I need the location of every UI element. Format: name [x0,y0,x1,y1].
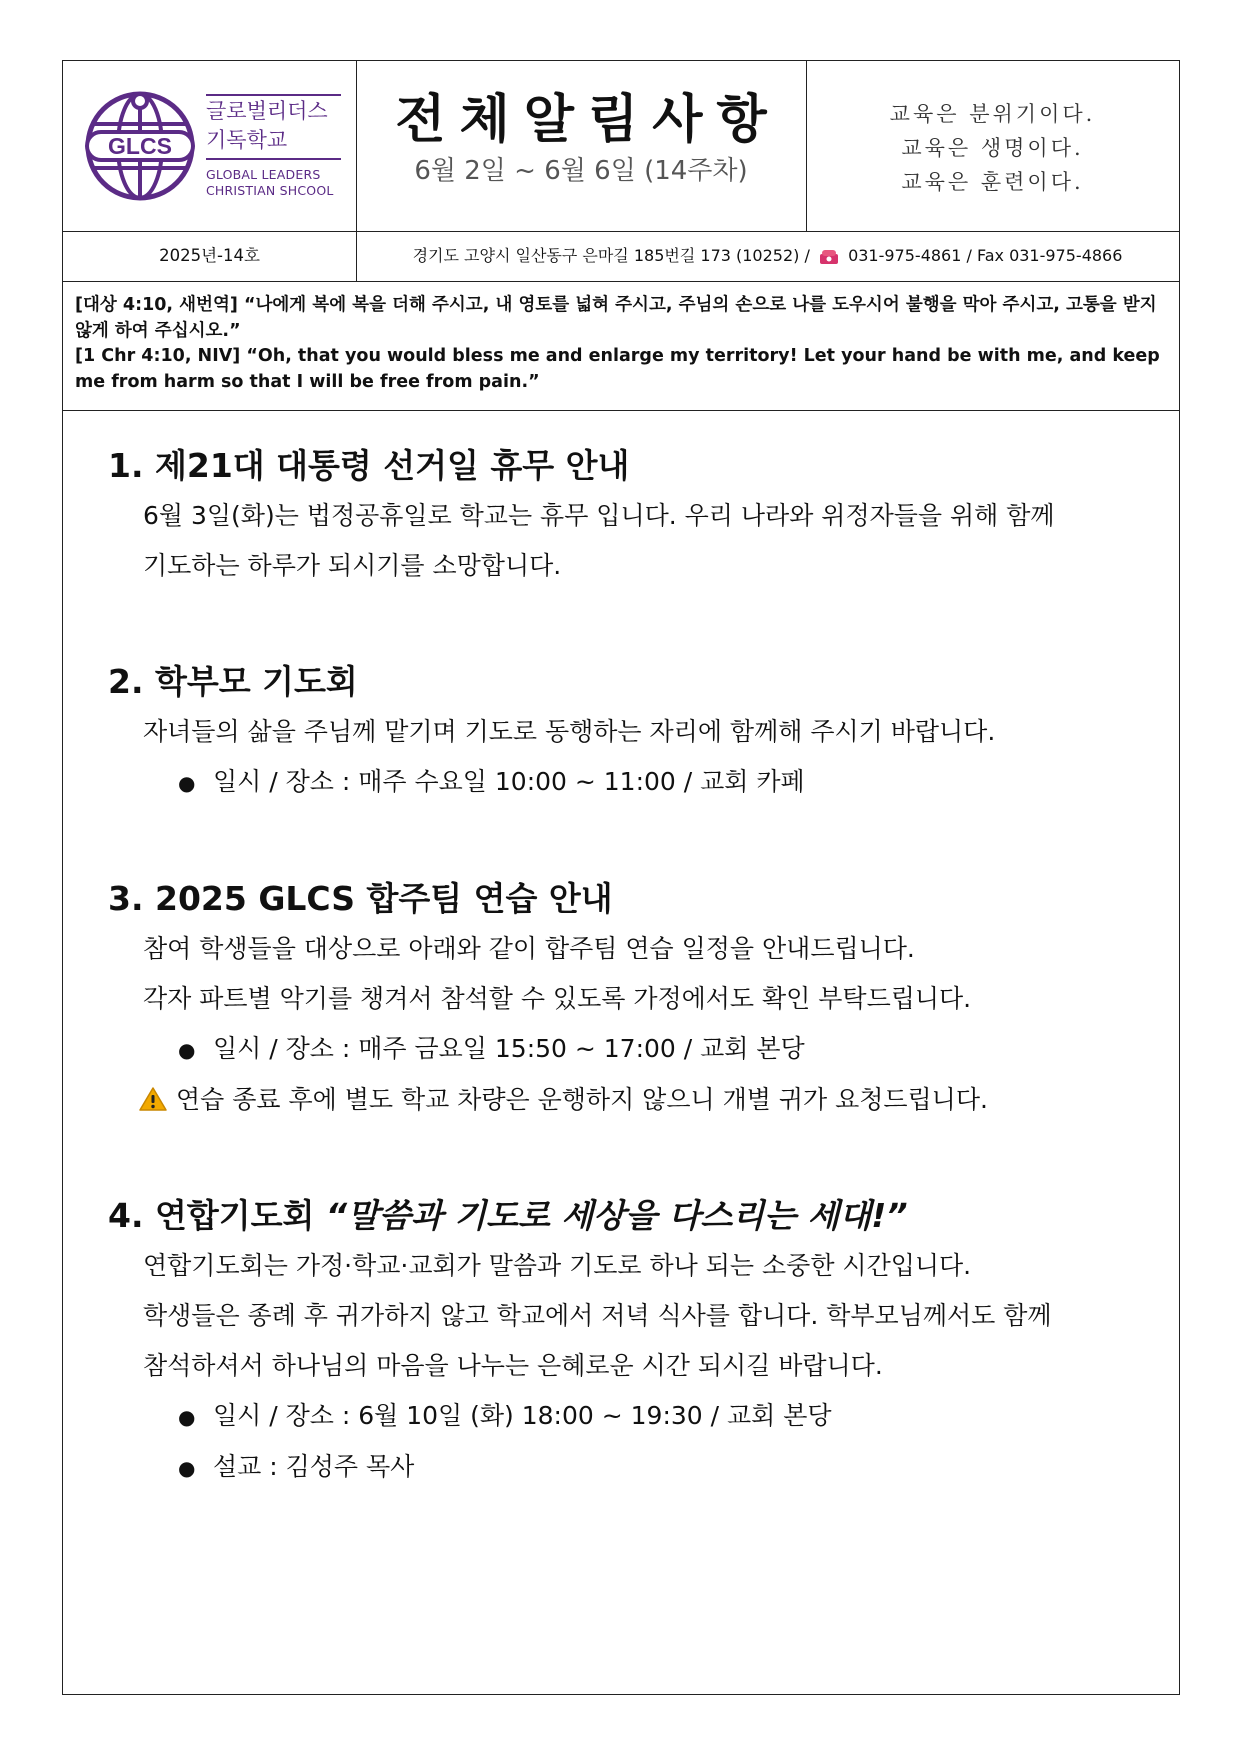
section-paragraph: 기도하는 하루가 되시기를 소망합니다. [143,551,562,580]
motto-cell [806,61,1179,231]
section-paragraph: 각자 파트별 악기를 챙겨서 참석할 수 있도록 가정에서도 확인 부탁드립니다. [143,984,972,1013]
brand-english [206,167,334,199]
brand-korean [206,97,328,155]
list-item [178,757,1128,808]
brand-en-line2: CHRISTIAN SHCOOL [206,183,334,198]
section-holiday [108,441,1128,591]
section-paragraph: 자녀들의 삶을 주님께 맡기며 기도로 동행하는 자리에 함께해 주시기 바랍니다. [143,717,996,746]
brand-rule-bottom [206,158,341,160]
address: 경기도 고양시 일산동구 은마길 185번길 173 (10252) / [412,246,810,265]
section-paragraph: 참여 학생들을 대상으로 아래와 같이 합주팀 연습 일정을 안내드립니다. [143,934,915,963]
notice-content [108,441,1128,1493]
globe-logo-icon [81,87,199,205]
notice-frame [62,60,1180,1695]
title-cell [356,61,807,231]
list-item-text: 설교 : 김성주 목사 [213,1452,415,1481]
section-heading: 3. 2025 GLCS 합주팀 연습 안내 [108,879,613,918]
phone-icon [819,249,839,265]
motto-line-1: 교육은 분위기이다. [889,102,1096,126]
brand-cell [63,61,357,231]
brand-rule-top [206,94,341,96]
section-parent-prayer [108,657,1128,808]
section-ensemble [108,874,1128,1125]
section-paragraph: 학생들은 종례 후 귀가하지 않고 학교에서 저녁 식사를 합니다. 학부모님께서도 함께 [143,1301,1052,1330]
page-title: 전체알림사항 [395,90,781,150]
verse-korean: [대상 4:10, 새번역] “나에게 복에 복을 더해 주시고, 내 영토를 넓혀 주시고, 주님의 손으로 나를 도우시어 불행을 막아 주시고, 고통을 받지 않게 하여 주십시오.” [75,295,1157,341]
list-item-text: 일시 / 장소 : 매주 금요일 15:50 ~ 17:00 / 교회 본당 [213,1034,805,1063]
section-heading: 1. 제21대 대통령 선거일 휴무 안내 [108,446,630,485]
header [63,61,1179,232]
verse-english: [1 Chr 4:10, NIV] “Oh, that you would bless me and enlarge my territory! Let your hand be with me, and keep me from harm so that I will be free from pain.” [75,346,1160,392]
motto [806,97,1179,199]
list-item [178,1442,1128,1493]
bullet-dot-icon: ● [178,771,196,795]
list-item [178,1024,1128,1075]
section-heading: 4. 연합기도회 [108,1196,315,1235]
issue-number: 2025년-14호 [63,231,357,281]
bullet-dot-icon: ● [178,1038,196,1062]
phone-fax: 031-975-4861 / Fax 031-975-4866 [848,246,1123,265]
contact-info [356,231,1179,281]
bullet-dot-icon: ● [178,1456,196,1480]
section-paragraph: 참석하셔서 하나님의 마음을 나누는 은혜로운 시간 되시길 바랍니다. [143,1351,883,1380]
section-heading-slogan: “말씀과 기도로 세상을 다스리는 세대!” [325,1196,908,1235]
motto-line-2: 교육은 생명이다. [901,136,1084,160]
section-joint-prayer [108,1191,1128,1493]
bible-verse [63,281,1179,411]
section-heading: 2. 학부모 기도회 [108,662,358,701]
warning-text: 연습 종료 후에 별도 학교 차량은 운행하지 않으니 개별 귀가 요청드립니다. [176,1085,988,1114]
warning-icon [138,1086,168,1112]
date-range: 6월 2일 ~ 6월 6일 (14주차) [414,156,748,186]
section-paragraph: 6월 3일(화)는 법정공휴일로 학교는 휴무 입니다. 우리 나라와 위정자들을 위해 함께 [143,501,1055,530]
logo-text: GLCS [108,133,172,159]
brand-ko-line1: 글로벌리더스 [206,99,328,123]
warning-note [138,1075,1128,1125]
section-paragraph: 연합기도회는 가정·학교·교회가 말씀과 기도로 하나 되는 소중한 시간입니다. [143,1251,972,1280]
section-heading-wrap [108,1191,1128,1241]
brand-ko-line2: 기독학교 [206,128,288,152]
list-item-text: 일시 / 장소 : 6월 10일 (화) 18:00 ~ 19:30 / 교회 본당 [213,1401,832,1430]
list-item-text: 일시 / 장소 : 매주 수요일 10:00 ~ 11:00 / 교회 카페 [213,767,805,796]
list-item [178,1391,1128,1442]
info-row [63,231,1179,282]
bullet-dot-icon: ● [178,1405,196,1429]
brand-en-line1: GLOBAL LEADERS [206,167,321,182]
motto-line-3: 교육은 훈련이다. [901,170,1084,194]
